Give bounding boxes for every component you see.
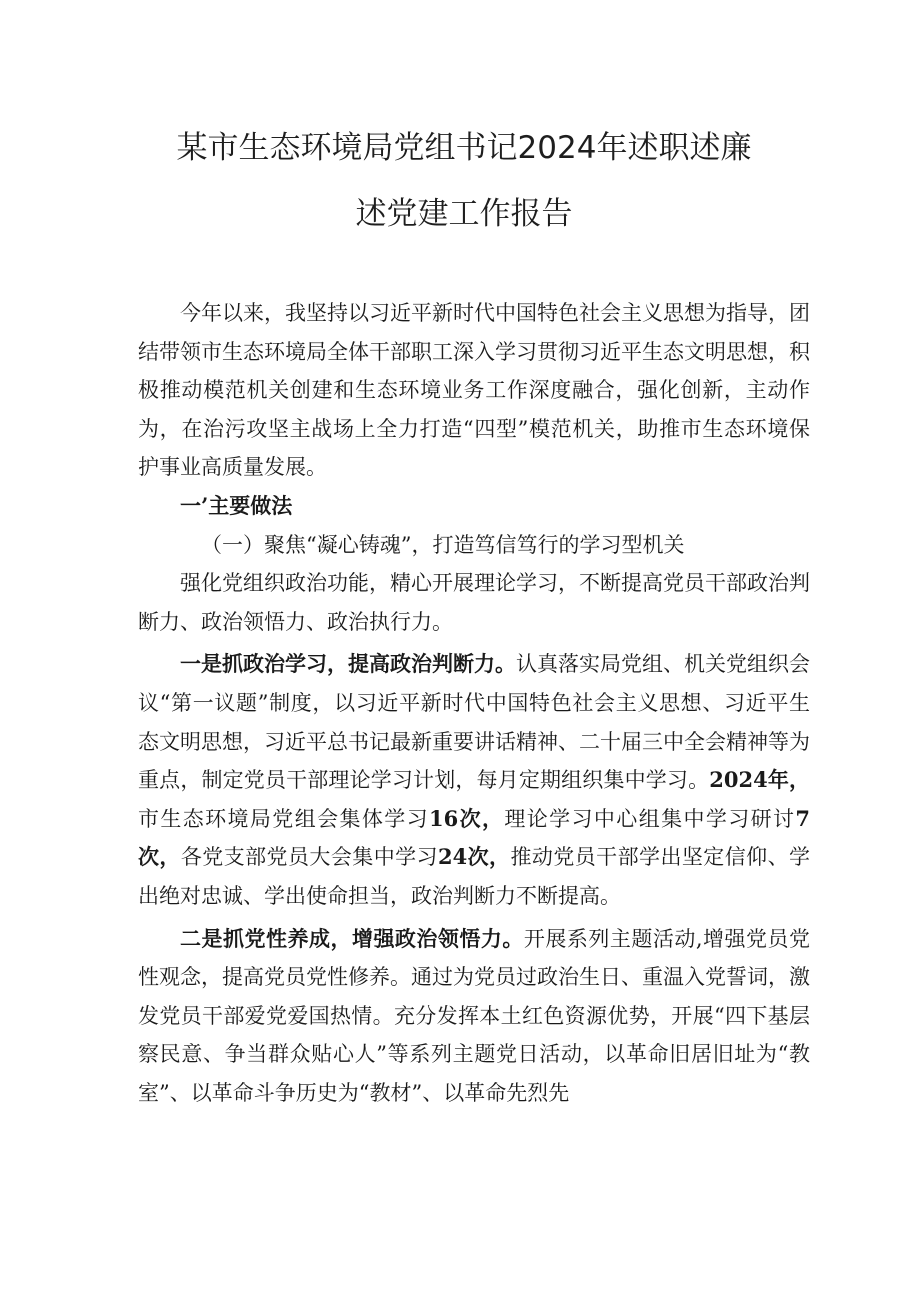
title-line-2: 述党建工作报告 [355, 196, 573, 232]
item-text-1a: 认真落实局党组、机关党组织会议“第一议题”制度，以习近平新时代中国特色社会主义思想、习近平生态文明思想，习近平总书记最新重要讲话精神、二十届三中全会精神等为重点，制定党员干部理论学习计划，每月定期组织集中学习。 [138, 652, 810, 793]
document-body [138, 294, 810, 1112]
section-heading: 一’主要做法 [180, 492, 293, 518]
intro-paragraph: 今年以来，我坚持以习近平新时代中国特色社会主义思想为指导，团结带领市生态环境局全体干部职工深入学习贯彻习近平生态文明思想，积极推动模范机关创建和生态环境业务工作深度融合，强化创新，主动作为，在治污攻坚主战场上全力打造“四型”模范机关，助推市生态环境保护事业高质量发展。 [138, 301, 810, 480]
item-count-1: 16次， [429, 805, 505, 831]
item-paragraph-1 [138, 645, 810, 915]
item-text-2: 开展系列主题活动,增强党员党性观念，提高党员党性修养。通过为党员过政治生日、重温入党誓词，激发党员干部爱党爱国热情。充分发挥本土红色资源优势，开展“四下基层察民意、争当群众贴心人”等系列主题党日活动，以革命旧居旧址为“教室”、以革命斗争历史为“教材”、以革命先烈先 [138, 926, 810, 1105]
item-lead-2: 二是抓党性养成，增强政治领悟力。 [180, 925, 524, 951]
item-text-1b: 市生态环境局党组会集体学习 [138, 806, 429, 831]
item-lead-1: 一是抓政治学习，提高政治判断力。 [180, 651, 516, 677]
item-count-3: 24次， [437, 844, 511, 870]
item-year: 2024年， [709, 767, 810, 793]
subsection-heading: （一）聚焦“凝心铸魂”，打造笃信笃行的学习型机关 [201, 532, 685, 557]
item-text-1d: 各党支部党员大会集中学习 [180, 845, 438, 870]
item-paragraph-2 [138, 920, 810, 1113]
subsection-intro-paragraph: 强化党组织政治功能，精心开展理论学习，不断提高党员干部政治判断力、政治领悟力、政治执行力。 [138, 571, 810, 634]
item-text-1c: 理论学习中心组集中学习研讨 [504, 806, 796, 831]
title-line-1: 某市生态环境局党组书记2024年述职述廉 [176, 130, 752, 166]
document-title [118, 128, 810, 234]
item-text-1e: 推动党员干部学出坚定信仰、学出绝对忠诚、学出使命担当，政治判断力不断提高。 [138, 845, 810, 908]
item-count-2: 7次， [138, 805, 811, 870]
